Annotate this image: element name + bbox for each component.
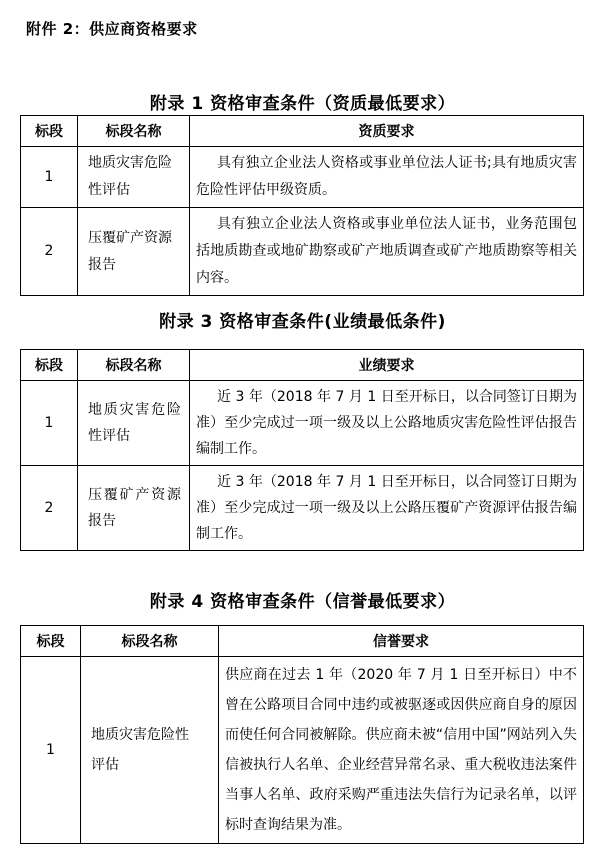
cell-section-no: 2 — [21, 466, 78, 551]
column-header-requirement: 资质要求 — [190, 116, 584, 147]
column-header-section-name: 标段名称 — [81, 626, 219, 657]
cell-requirement: 具有独立企业法人资格或事业单位法人证书;具有地质灾害危险性评估甲级资质。 — [190, 147, 584, 208]
cell-section-name: 压覆矿产资源报告 — [78, 208, 190, 296]
cell-section-no: 1 — [21, 657, 81, 844]
cell-requirement: 供应商在过去 1 年（2020 年 7 月 1 日至开标日）中不曾在公路项目合同中违约或被驱逐或因供应商自身的原因而使任何合同被解除。供应商未被“信用中国”网站列入失信被执行人名单、企业经营异常名录、重大税收违法案件当事人名单、政府采购严重违法失信行为记录名单，以评标时查询结果为准。 — [219, 657, 584, 844]
table-header-row — [21, 350, 584, 381]
cell-requirement: 具有独立企业法人资格或事业单位法人证书，业务范围包括地质勘查或地矿勘察或矿产地质调查或矿产地质勘察等相关内容。 — [190, 208, 584, 296]
column-header-requirement: 信誉要求 — [219, 626, 584, 657]
credit-requirements-table — [20, 625, 584, 844]
document — [0, 20, 605, 844]
table-row — [21, 657, 584, 844]
section-appendix-3 — [0, 313, 605, 551]
table-header-row — [21, 116, 584, 147]
cell-section-name: 地质灾害危险性评估 — [78, 381, 190, 466]
column-header-section-name: 标段名称 — [78, 116, 190, 147]
column-header-section: 标段 — [21, 116, 78, 147]
table-row — [21, 466, 584, 551]
table-header-row — [21, 626, 584, 657]
table-row — [21, 381, 584, 466]
section-heading-appendix-1: 附录 1 资格审查条件（资质最低要求） — [149, 94, 456, 114]
page-title: 附件 2：供应商资格要求 — [26, 20, 198, 38]
column-header-section: 标段 — [21, 350, 78, 381]
section-appendix-1 — [0, 95, 605, 296]
qualification-requirements-table — [20, 115, 584, 296]
cell-requirement: 近 3 年（2018 年 7 月 1 日至开标日，以合同签订日期为准）至少完成过一项一级及以上公路压覆矿产资源评估报告编制工作。 — [190, 466, 584, 551]
cell-requirement: 近 3 年（2018 年 7 月 1 日至开标日，以合同签订日期为准）至少完成过一项一级及以上公路地质灾害危险性评估报告编制工作。 — [190, 381, 584, 466]
cell-section-name: 地质灾害危险性评估 — [78, 147, 190, 208]
cell-section-no: 1 — [21, 147, 78, 208]
cell-section-no: 1 — [21, 381, 78, 466]
section-appendix-4 — [0, 593, 605, 844]
column-header-section-name: 标段名称 — [78, 350, 190, 381]
section-heading-appendix-4: 附录 4 资格审查条件（信誉最低要求） — [149, 592, 456, 612]
cell-section-name: 地质灾害危险性评估 — [81, 657, 219, 844]
cell-section-name: 压覆矿产资源报告 — [78, 466, 190, 551]
table-row — [21, 147, 584, 208]
column-header-requirement: 业绩要求 — [190, 350, 584, 381]
section-heading-appendix-3: 附录 3 资格审查条件(业绩最低条件) — [159, 312, 446, 332]
cell-section-no: 2 — [21, 208, 78, 296]
table-row — [21, 208, 584, 296]
performance-requirements-table — [20, 349, 584, 551]
column-header-section: 标段 — [21, 626, 81, 657]
